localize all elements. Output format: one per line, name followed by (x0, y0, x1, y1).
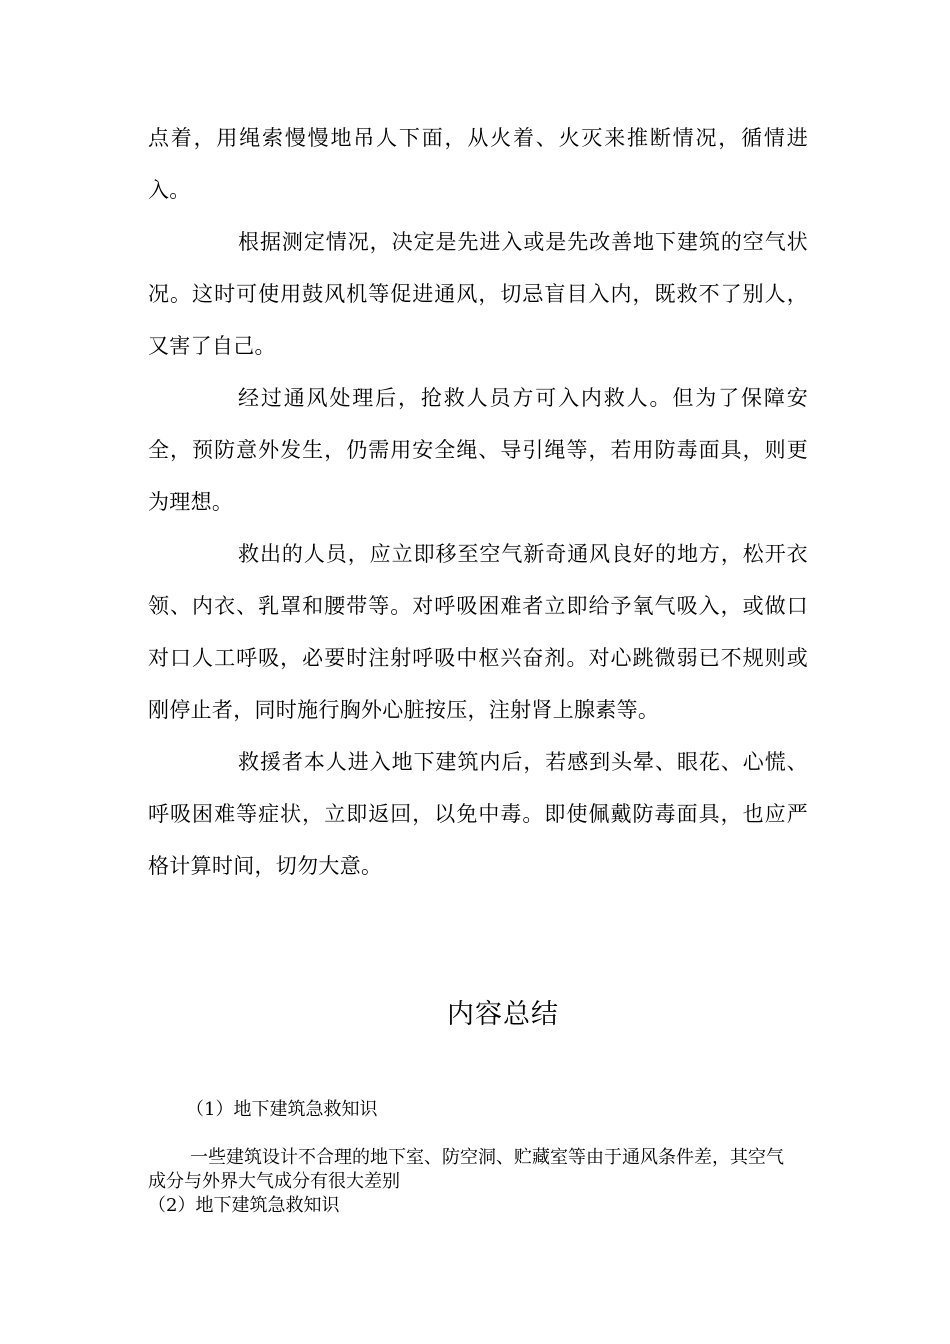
summary-item-2: （2）地下建筑急救知识 (148, 1195, 340, 1216)
paragraph-5: 救援者本人进入地下建筑内后，若感到头晕、眼花、心慌、呼吸困难等症状，立即返回，以免中毒。即使佩戴防毒面具，也应严格计算时间，切勿大意。 (148, 750, 808, 878)
document-body (148, 112, 808, 892)
paragraph-2: 根据测定情况，决定是先进入或是先改善地下建筑的空气状况。这时可使用鼓风机等促进通风，切忌盲目入内，既救不了别人，又害了自己。 (148, 230, 808, 358)
paragraph-4: 救出的人员，应立即移至空气新奇通风良好的地方，松开衣领、内衣、乳罩和腰带等。对呼吸困难者立即给予氧气吸入，或做口对口人工呼吸，必要时注射呼吸中枢兴奋剂。对心跳微弱已不规则或刚停止者，同时施行胸外心脏按压，注射肾上腺素等。 (148, 542, 808, 722)
paragraph-1: 点着，用绳索慢慢地吊人下面，从火着、火灭来推断情况，循情进入。 (148, 126, 808, 202)
summary-item-1: （1）地下建筑急救知识 (186, 1099, 378, 1120)
paragraph-3: 经过通风处理后，抢救人员方可入内救人。但为了保障安全，预防意外发生，仍需用安全绳、导引绳等，若用防毒面具，则更为理想。 (148, 386, 808, 514)
summary-title: 内容总结 (447, 999, 559, 1030)
summary-body: 一些建筑设计不合理的地下室、防空洞、贮藏室等由于通风条件差，其空气成分与外界大气成分有很大差别 (148, 1147, 784, 1192)
